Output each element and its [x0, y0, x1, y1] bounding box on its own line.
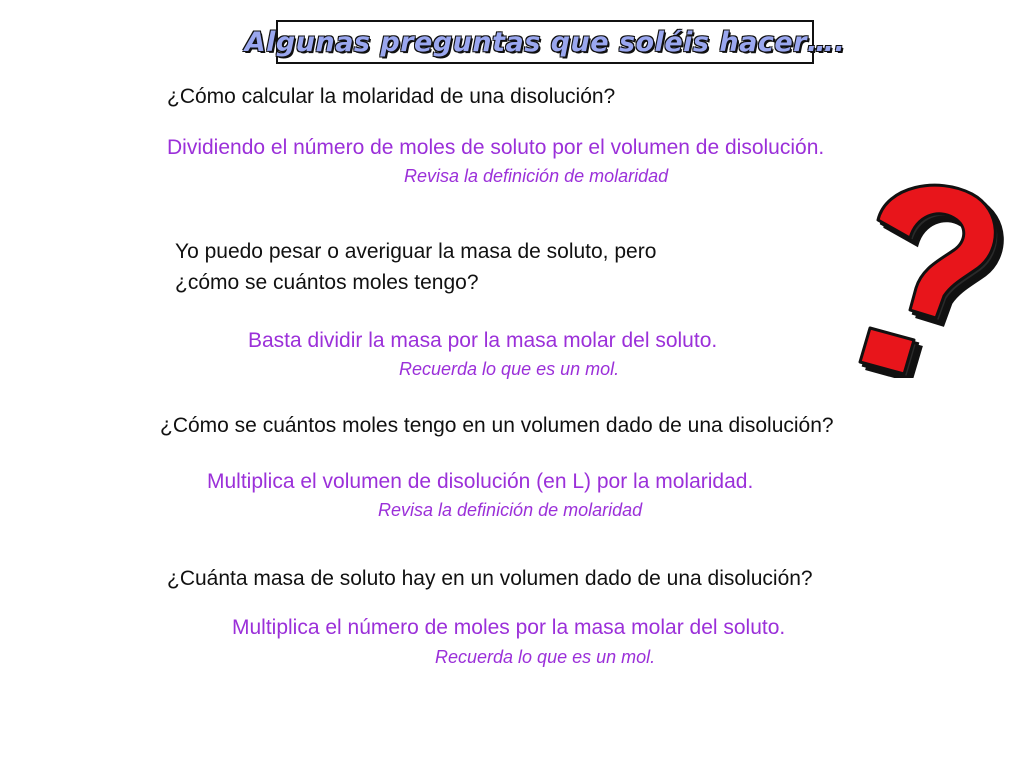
question-4: ¿Cuánta masa de soluto hay en un volumen dado de una disolución?: [167, 567, 813, 590]
question-1: ¿Cómo calcular la molaridad de una disolución?: [167, 85, 616, 108]
hint-1: Revisa la definición de molaridad: [404, 166, 669, 186]
answer-3: Multiplica el volumen de disolución (en L) por la molaridad.: [207, 470, 754, 493]
question-2-line-1: Yo puedo pesar o averiguar la masa de soluto, pero: [175, 240, 657, 263]
question-2-line-2: ¿cómo se cuántos moles tengo?: [175, 271, 479, 294]
hint-3: Revisa la definición de molaridad: [378, 500, 643, 520]
question-mark-icon: [834, 172, 1010, 378]
title-box: [244, 20, 846, 64]
answer-2: Basta dividir la masa por la masa molar del soluto.: [248, 329, 718, 352]
question-3: ¿Cómo se cuántos moles tengo en un volumen dado de una disolución?: [160, 414, 834, 437]
answer-1: Dividiendo el número de moles de soluto por el volumen de disolución.: [167, 136, 825, 159]
page-title: Algunas preguntas que soléis hacer….: [244, 26, 846, 58]
answer-4: Multiplica el número de moles por la masa molar del soluto.: [232, 616, 786, 639]
hint-4: Recuerda lo que es un mol.: [435, 647, 656, 667]
hint-2: Recuerda lo que es un mol.: [399, 359, 620, 379]
